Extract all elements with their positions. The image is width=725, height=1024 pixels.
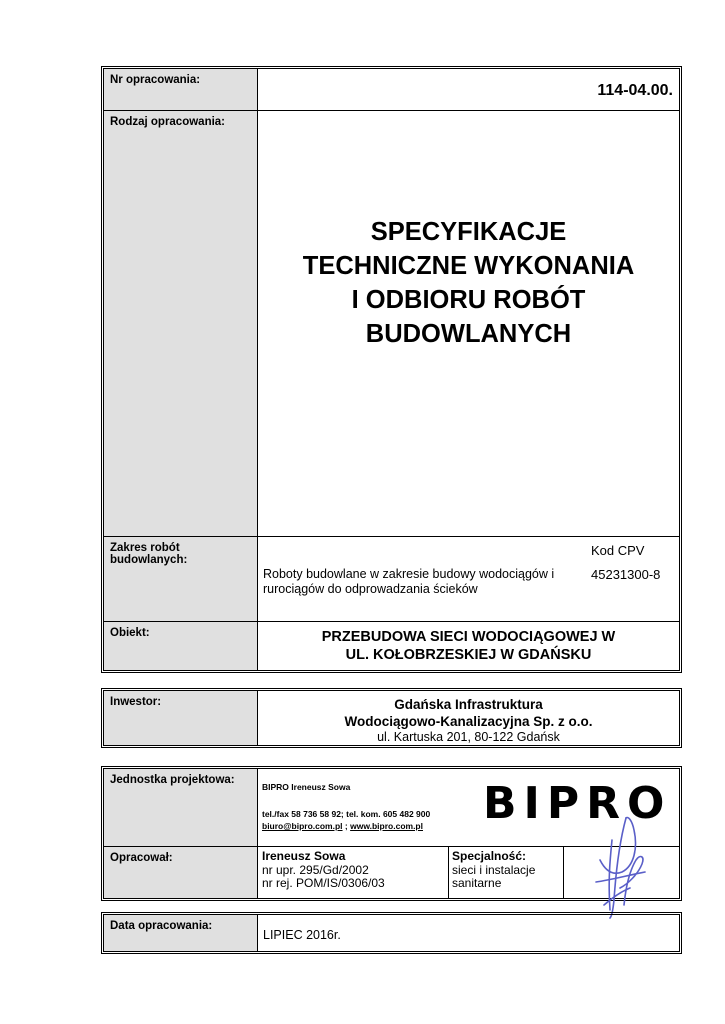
www-link[interactable]: www.bipro.com.pl: [350, 821, 423, 831]
obiekt-line-1: PRZEBUDOWA SIECI WODOCIĄGOWEJ W: [321, 629, 616, 645]
obiekt-label: Obiekt:: [104, 622, 258, 670]
nr-value: 114-04.00.: [597, 82, 673, 99]
author-name: Ireneusz Sowa: [262, 849, 346, 863]
title-line-3: I ODBIORU ROBÓT: [351, 286, 586, 314]
document-info-table: [103, 68, 680, 671]
handwritten-signature: [590, 810, 660, 925]
data-table: [103, 914, 680, 952]
nr-label: Nr opracowania:: [104, 69, 258, 110]
inwestor-label: Inwestor:: [104, 691, 258, 745]
nr-row: [104, 69, 679, 110]
spec-value-2: sanitarne: [452, 876, 502, 890]
inwestor-name-2: Wodociągowo-Kanalizacyjna Sp. z o.o.: [344, 714, 593, 729]
links-separator: ;: [342, 821, 351, 831]
zakres-label: Zakres robót budowlanych:: [104, 537, 258, 621]
title-line-2: TECHNICZNE WYKONANIA: [302, 252, 635, 280]
rodzaj-label: Rodzaj opracowania:: [104, 111, 258, 536]
zakres-text: Roboty budowlane w zakresie budowy wodociągów i rurociągów do odprowadzania ścieków: [263, 567, 555, 596]
zakres-row: [104, 536, 679, 621]
jednostka-label: Jednostka projektowa:: [104, 769, 258, 846]
inwestor-name-1: Gdańska Infrastruktura: [394, 697, 543, 712]
document-title: [258, 215, 679, 351]
data-value: LIPIEC 2016r.: [263, 928, 341, 942]
inwestor-table: [103, 690, 680, 746]
title-line-1: SPECYFIKACJE: [370, 218, 567, 246]
company-phone: tel./fax 58 736 58 92; tel. kom. 605 482 900: [262, 809, 431, 819]
email-link[interactable]: biuro@bipro.com.pl: [262, 821, 343, 831]
title-line-4: BUDOWLANYCH: [365, 320, 572, 348]
data-label: Data opracowania:: [104, 915, 258, 951]
cpv-label: Kod CPV: [591, 543, 645, 558]
spec-value-1: sieci i instalacje: [452, 862, 536, 877]
spec-label: Specjalność:: [452, 849, 527, 863]
bipro-logo: BIPRO: [483, 778, 672, 829]
obiekt-row: [104, 621, 679, 670]
cpv-value: 45231300-8: [591, 567, 661, 582]
company-links: [262, 821, 423, 831]
opracowal-label: Opracował:: [104, 847, 258, 898]
author-upr: nr upr. 295/Gd/2002: [262, 862, 369, 877]
obiekt-line-2: UL. KOŁOBRZESKIEJ W GDAŃSKU: [345, 647, 592, 663]
rodzaj-row: [104, 110, 679, 536]
author-rej: nr rej. POM/IS/0306/03: [262, 876, 385, 890]
inwestor-address: ul. Kartuska 201, 80-122 Gdańsk: [377, 730, 560, 744]
company-name: BIPRO Ireneusz Sowa: [262, 782, 351, 792]
